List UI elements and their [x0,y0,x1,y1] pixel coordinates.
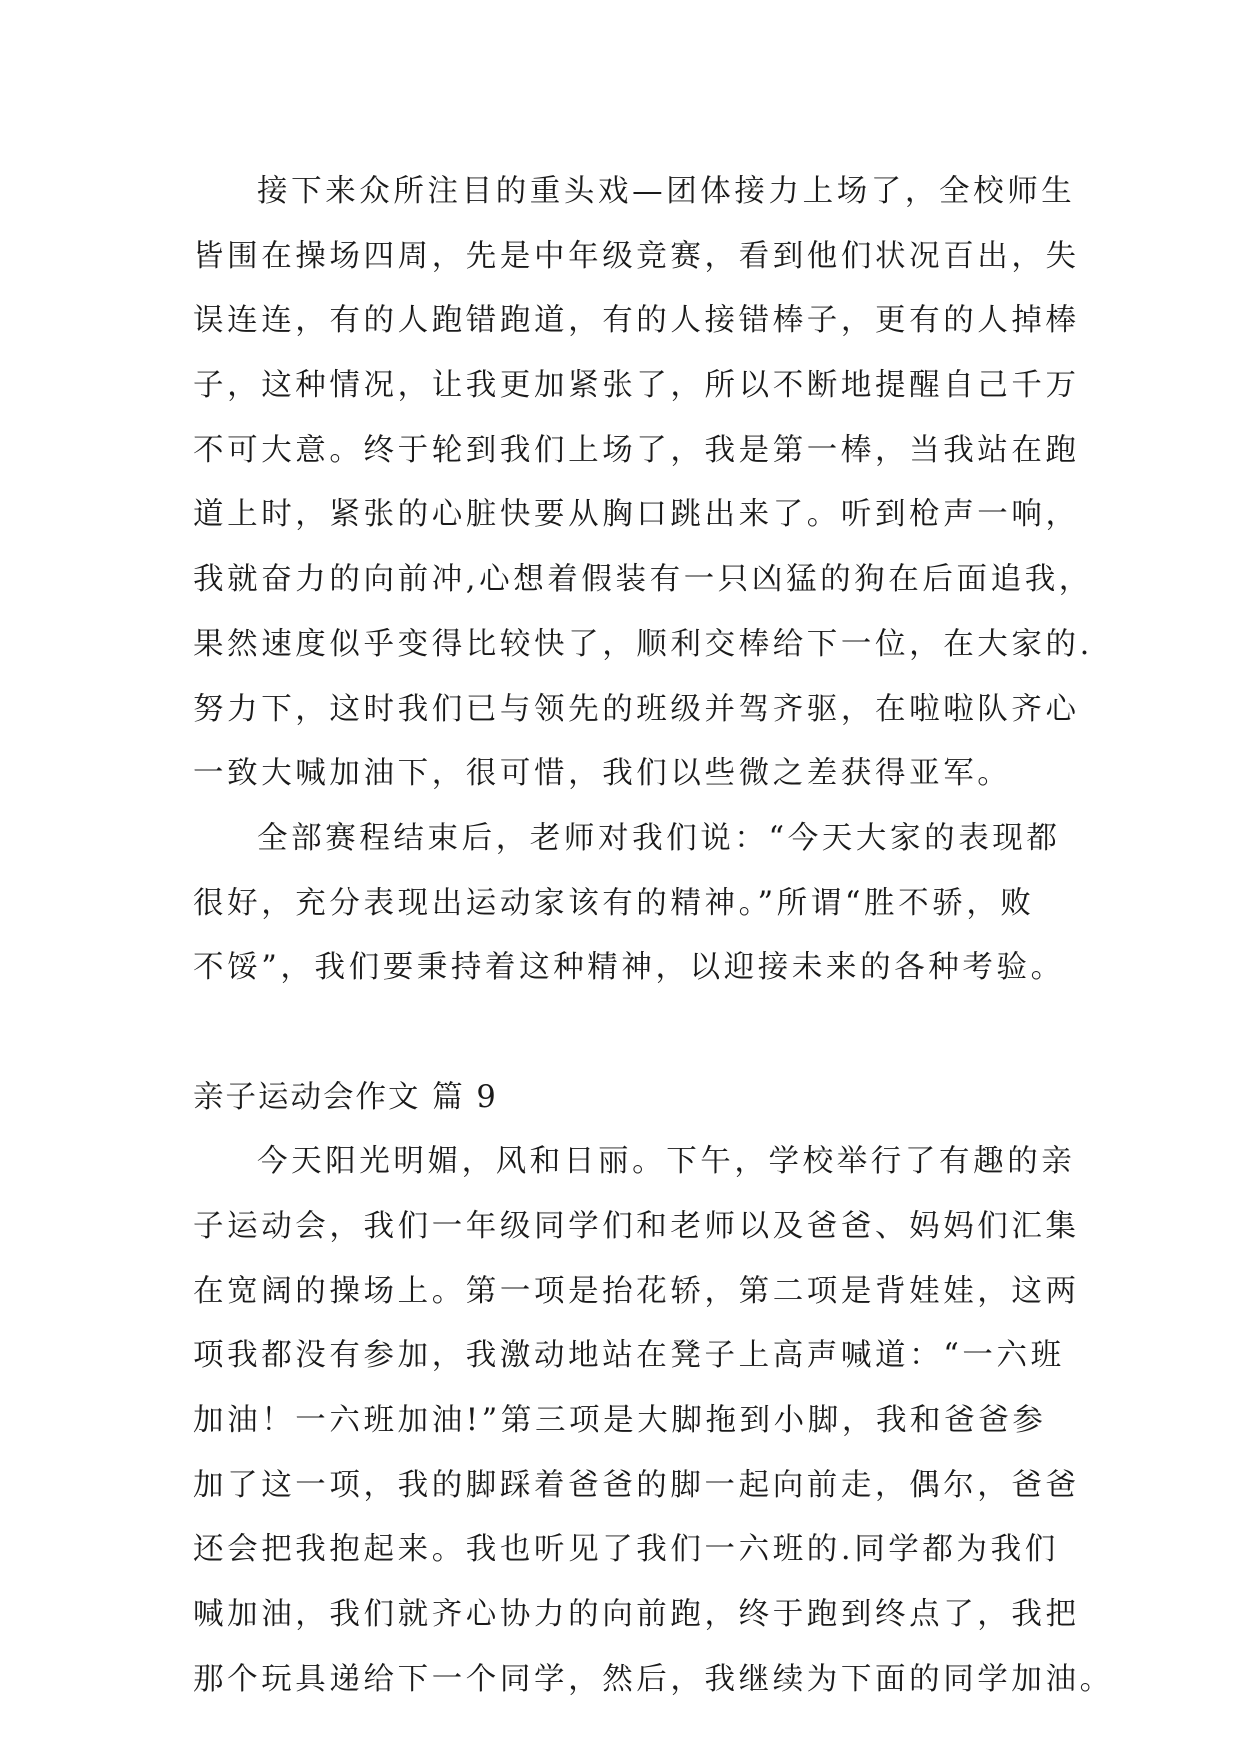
paragraph-line: 项我都没有参加，我激动地站在凳子上高声喊道：“一六班 [193,1338,1065,1374]
paragraph-conclusion [193,807,1065,1001]
paragraph-line: 加油！一六班加油!”第三项是大脚拖到小脚，我和爸爸参 [193,1403,1047,1439]
paragraph-line: 今天阳光明媚，风和日丽。下午，学校举行了有趣的亲 [257,1144,1076,1180]
paragraph-line: 不可大意。终于轮到我们上场了，我是第一棒，当我站在跑 [193,432,1080,468]
paragraph-line: 全部赛程结束后，老师对我们说：“今天大家的表现都 [257,820,1061,856]
paragraph-line: 接下来众所注目的重头戏—团体接力上场了，全校师生 [257,174,1076,209]
paragraph-line: 道上时，紧张的心脏快要从胸口跳出来了。听到枪声一响， [193,497,1080,533]
paragraph-line: 加了这一项，我的脚踩着爸爸的脚一起向前走，偶尔，爸爸 [193,1467,1080,1503]
paragraph-line: 很好，充分表现出运动家该有的精神。”所谓“胜不骄，败 [193,885,1035,921]
paragraph-line: 我就奋力的向前冲,心想着假装有一只凶猛的狗在后面追我， [193,562,1093,598]
paragraph-line: 喊加油，我们就齐心协力的向前跑，终于跑到终点了，我把 [193,1597,1080,1633]
paragraph-line: 不馁”，我们要秉持着这种精神，以迎接未来的各种考验。 [193,950,1065,986]
document-body [193,160,1114,1713]
paragraph-parent-child-sports [193,1130,1114,1712]
paragraph-line: 果然速度似乎变得比较快了，顺利交棒给下一位，在大家的. [193,626,1093,662]
paragraph-relay-race [193,160,1093,807]
paragraph-line: 还会把我抱起来。我也听见了我们一六班的.同学都为我们 [193,1532,1059,1568]
paragraph-line: 那个玩具递给下一个同学，然后，我继续为下面的同学加油。 [193,1661,1114,1697]
paragraph-line: 一致大喊加油下，很可惜，我们以些微之差获得亚军。 [193,756,1012,792]
paragraph-line: 皆围在操场四周，先是中年级竞赛，看到他们状况百出，失 [193,238,1080,274]
section-heading: 亲子运动会作文 篇 9 [193,1079,498,1115]
paragraph-line: 子，这种情况，让我更加紧张了，所以不断地提醒自己千万 [193,368,1080,404]
paragraph-line: 在宽阔的操场上。第一项是抬花轿，第二项是背娃娃，这两 [193,1273,1080,1309]
paragraph-line: 子运动会，我们一年级同学们和老师以及爸爸、妈妈们汇集 [193,1209,1080,1244]
paragraph-line: 努力下，这时我们已与领先的班级并驾齐驱，在啦啦队齐心 [193,691,1080,727]
paragraph-line: 误连连，有的人跑错跑道，有的人接错棒子，更有的人掉棒 [193,303,1080,339]
